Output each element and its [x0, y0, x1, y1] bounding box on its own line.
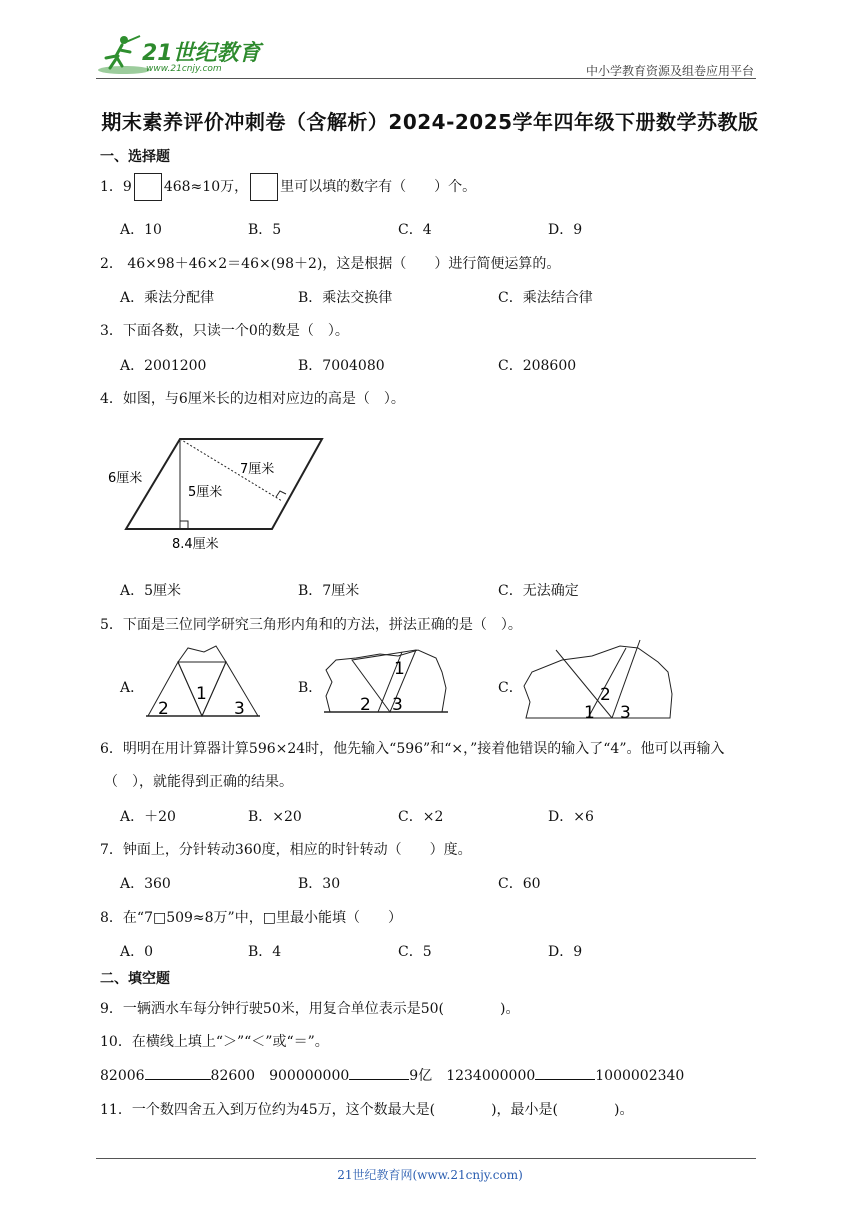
q7-option-c[interactable]: C．60 [498, 876, 541, 892]
q10-item1-right: 82600 [210, 1068, 256, 1084]
q10-item3-right: 1000002340 [595, 1068, 685, 1084]
angle-label-3: 3 [392, 695, 403, 715]
question-11: 11．一个数四舍五入到万位约为45万，这个数最大是( )，最小是( )。 [100, 1102, 634, 1118]
angle-label-2: 2 [360, 695, 371, 715]
footer-divider [96, 1158, 756, 1159]
question-6-line-2: （ ），就能得到正确的结果。 [104, 774, 293, 790]
q10-item1-left: 82006 [100, 1068, 145, 1084]
q1-pre: 1．9 [100, 179, 132, 195]
question-2: 2． 46×98＋46×2＝46×(98＋2)，这是根据（ ）进行简便运算的。 [100, 256, 561, 272]
q8-option-c[interactable]: C．5 [398, 944, 432, 960]
q6-option-c[interactable]: C．×2 [398, 809, 444, 825]
q5-option-c[interactable]: C． [498, 680, 523, 696]
question-9: 9．一辆洒水车每分钟行驶50米，用复合单位表示是50( )。 [100, 1001, 520, 1017]
logo-text: 21世纪教育 [142, 41, 261, 66]
q3-option-b[interactable]: B．7004080 [298, 358, 385, 374]
header-divider [96, 78, 756, 79]
angle-label-2: 2 [600, 685, 611, 705]
q4-option-a[interactable]: A．5厘米 [120, 583, 182, 599]
q10-blank-3[interactable] [535, 1065, 595, 1080]
q4-label-5: 5厘米 [188, 485, 223, 500]
q6-option-d[interactable]: D．×6 [548, 809, 594, 825]
question-3: 3．下面各数，只读一个0的数是（ ）。 [100, 323, 349, 339]
angle-label-1: 1 [584, 703, 595, 722]
q2-option-a[interactable]: A．乘法分配律 [120, 290, 215, 306]
q1-option-d[interactable]: D．9 [548, 222, 583, 238]
angle-label-3: 3 [620, 703, 631, 722]
q1-post: 里可以填的数字有（ ）个。 [280, 179, 477, 195]
question-6-line-1: 6．明明在用计算器计算596×24时，他先输入“596”和“×，”接着他错误的输入了“4”。他可以再输入 [100, 741, 725, 757]
question-10: 10．在横线上填上“＞”“＜”或“＝”。 [100, 1034, 329, 1050]
q1-option-a[interactable]: A．10 [120, 222, 162, 238]
q3-option-a[interactable]: A．2001200 [120, 358, 207, 374]
q5-figure-b [322, 648, 450, 716]
q4-option-c[interactable]: C．无法确定 [498, 583, 579, 599]
q5-figure-a [144, 644, 262, 720]
question-7: 7．钟面上，分针转动360度，相应的时针转动（ ）度。 [100, 842, 472, 858]
q6-option-a[interactable]: A．＋20 [120, 809, 176, 825]
question-4: 4．如图，与6厘米长的边相对应边的高是（ ）。 [100, 391, 405, 407]
q3-option-c[interactable]: C．208600 [498, 358, 577, 374]
q1-box-1 [134, 173, 162, 201]
q10-blank-1[interactable] [145, 1065, 211, 1080]
q8-option-a[interactable]: A．0 [120, 944, 154, 960]
question-8: 8．在“7□509≈8万”中，□里最小能填（ ） [100, 910, 402, 926]
q7-option-a[interactable]: A．360 [120, 876, 171, 892]
section-choice: 一、选择题 [100, 149, 170, 165]
q10-item3-left: 1234000000 [446, 1068, 536, 1084]
angle-label-3: 3 [234, 699, 245, 719]
q1-option-b[interactable]: B．5 [248, 222, 282, 238]
parallelogram-figure [100, 428, 340, 554]
q5-option-a[interactable]: A． [120, 680, 145, 696]
q7-option-b[interactable]: B．30 [298, 876, 341, 892]
q2-option-c[interactable]: C．乘法结合律 [498, 290, 593, 306]
q5-figure-c [522, 638, 678, 722]
q10-item2-right: 9亿 [409, 1068, 433, 1084]
q10-comparisons [100, 1065, 684, 1085]
angle-label-1: 1 [196, 684, 207, 704]
q10-blank-2[interactable] [349, 1065, 409, 1080]
q1-box-2 [250, 173, 278, 201]
q5-option-b[interactable]: B． [298, 680, 323, 696]
q4-label-8-4: 8.4厘米 [172, 537, 219, 552]
q8-option-d[interactable]: D．9 [548, 944, 583, 960]
logo-url: www.21cnjy.com [146, 64, 222, 74]
q8-option-b[interactable]: B．4 [248, 944, 282, 960]
page-title: 期末素养评价冲刺卷（含解析）2024-2025学年四年级下册数学苏教版 [101, 110, 759, 134]
footer-link[interactable]: 21世纪教育网(www.21cnjy.com) [337, 1168, 523, 1182]
site-logo [96, 30, 266, 76]
header-tagline: 中小学教育资源及组卷应用平台 [585, 64, 754, 78]
q10-item2-left: 900000000 [269, 1068, 350, 1084]
q2-option-b[interactable]: B．乘法交换律 [298, 290, 393, 306]
angle-label-2: 2 [158, 699, 169, 719]
angle-label-1: 1 [394, 659, 405, 679]
question-1 [100, 173, 476, 201]
section-fill: 二、填空题 [100, 971, 170, 987]
q4-label-6: 6厘米 [108, 471, 143, 486]
question-5: 5．下面是三位同学研究三角形内角和的方法，拼法正确的是（ ）。 [100, 617, 522, 633]
q1-option-c[interactable]: C．4 [398, 222, 432, 238]
q6-option-b[interactable]: B．×20 [248, 809, 302, 825]
q1-mid: 468≈10万， [163, 179, 249, 195]
q4-option-b[interactable]: B．7厘米 [298, 583, 360, 599]
q4-label-7: 7厘米 [240, 462, 275, 477]
